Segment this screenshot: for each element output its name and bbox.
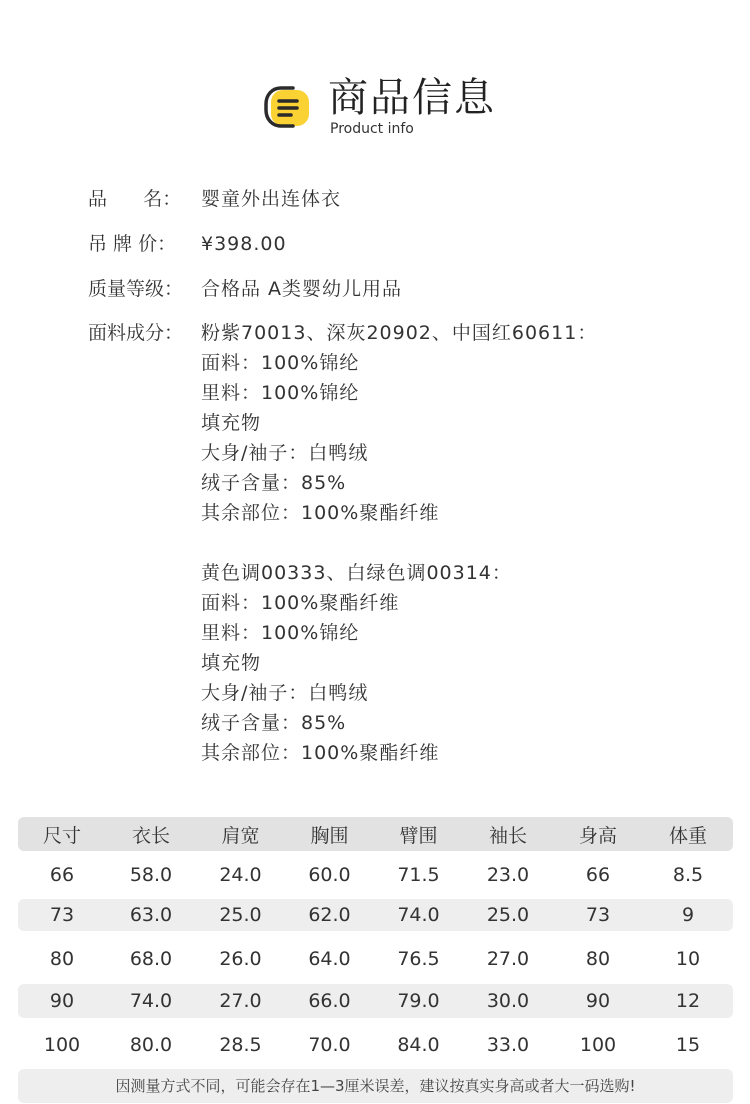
table-cell: 15 [675, 1034, 701, 1056]
page-title: 商品信息 [328, 75, 496, 121]
document-list-icon [263, 84, 313, 130]
table-cell: 68.0 [129, 948, 173, 970]
info-label: 品 名： [88, 188, 182, 210]
info-label: 质量等级： [88, 278, 184, 300]
fabric-line: 面料：100%聚酯纤维 [201, 592, 400, 614]
table-cell: 80 [585, 948, 611, 970]
table-cell: 84.0 [397, 1034, 440, 1056]
fabric-line: 大身/袖子：白鸭绒 [201, 682, 369, 704]
info-value: ¥398.00 [201, 233, 287, 255]
table-cell: 24.0 [219, 864, 262, 886]
table-cell: 70.0 [308, 1034, 351, 1056]
table-row [18, 984, 733, 1018]
fabric-line: 面料：100%锦纶 [201, 352, 360, 374]
table-cell: 73 [49, 904, 75, 926]
fabric-line: 里料：100%锦纶 [201, 622, 360, 644]
table-cell: 71.5 [397, 864, 440, 886]
table-cell: 33.0 [486, 1034, 530, 1056]
info-value: 婴童外出连体衣 [201, 188, 342, 210]
fabric-line: 填充物 [201, 652, 262, 674]
table-cell: 66 [49, 864, 75, 886]
table-header-cell: 尺寸 [42, 824, 81, 847]
table-cell: 90 [585, 990, 611, 1012]
page-subtitle: Product info [330, 121, 414, 137]
fabric-line: 大身/袖子：白鸭绒 [201, 442, 369, 464]
table-header-cell: 臂围 [399, 824, 438, 847]
table-cell: 66.0 [308, 990, 351, 1012]
table-cell: 64.0 [308, 948, 351, 970]
table-cell: 12 [675, 990, 701, 1012]
fabric-line: 其余部位：100%聚酯纤维 [201, 502, 440, 524]
table-cell: 58.0 [129, 864, 173, 886]
table-cell: 80.0 [129, 1034, 173, 1056]
table-header-cell: 体重 [668, 824, 707, 847]
table-cell: 79.0 [397, 990, 440, 1012]
fabric-line: 黄色调00333、白绿色调00314： [201, 562, 512, 584]
table-cell: 27.0 [219, 990, 262, 1012]
table-cell: 66 [585, 864, 611, 886]
table-cell: 30.0 [486, 990, 530, 1012]
fabric-line: 绒子含量：85% [201, 712, 347, 734]
table-cell: 25.0 [219, 904, 262, 926]
table-header-cell: 衣长 [131, 824, 170, 847]
table-cell: 8.5 [672, 864, 704, 886]
table-cell: 63.0 [129, 904, 173, 926]
info-value: 合格品 A类婴幼儿用品 [201, 278, 403, 300]
table-header-cell: 袖长 [488, 824, 527, 847]
fabric-line: 粉紫70013、深灰20902、中国红60611： [201, 322, 598, 344]
table-cell: 28.5 [219, 1034, 262, 1056]
table-cell: 60.0 [308, 864, 351, 886]
table-cell: 26.0 [219, 948, 262, 970]
table-header-cell: 身高 [578, 824, 617, 847]
table-row [18, 899, 733, 931]
size-note: 因测量方式不同，可能会存在1—3厘米误差，建议按真实身高或者大一码选购! [18, 1069, 733, 1103]
table-row [18, 1027, 733, 1063]
table-cell: 80 [49, 948, 75, 970]
table-cell: 90 [49, 990, 75, 1012]
table-cell: 100 [43, 1034, 81, 1056]
table-header-cell: 肩宽 [221, 824, 260, 847]
table-cell: 74.0 [129, 990, 173, 1012]
table-row [18, 858, 733, 892]
table-header-cell: 胸围 [310, 824, 349, 847]
table-cell: 100 [579, 1034, 617, 1056]
fabric-line: 里料：100%锦纶 [201, 382, 360, 404]
table-cell: 27.0 [486, 948, 530, 970]
table-cell: 76.5 [397, 948, 440, 970]
table-cell: 9 [681, 904, 695, 926]
info-label: 面料成分： [88, 322, 184, 344]
fabric-line: 填充物 [201, 412, 262, 434]
table-cell: 23.0 [486, 864, 530, 886]
table-cell: 10 [675, 948, 701, 970]
table-cell: 25.0 [486, 904, 530, 926]
fabric-line: 绒子含量：85% [201, 472, 347, 494]
table-row [18, 941, 733, 977]
table-header-row [18, 817, 733, 851]
table-cell: 74.0 [397, 904, 440, 926]
section-header [0, 70, 750, 150]
table-cell: 73 [585, 904, 611, 926]
table-cell: 62.0 [308, 904, 351, 926]
info-label: 吊 牌 价： [88, 233, 177, 255]
fabric-line: 其余部位：100%聚酯纤维 [201, 742, 440, 764]
